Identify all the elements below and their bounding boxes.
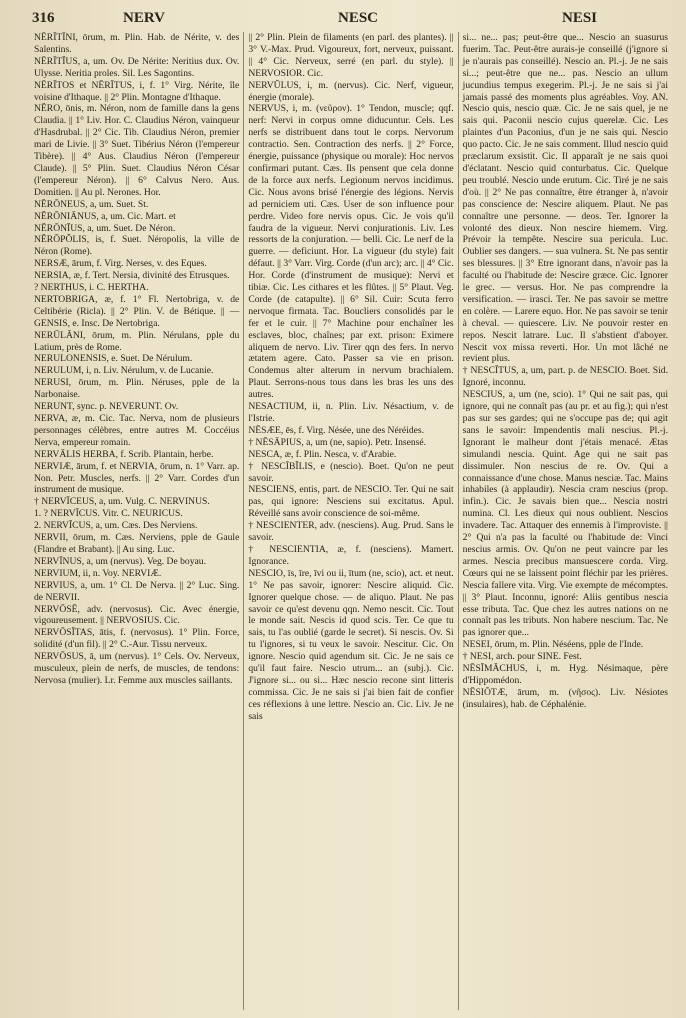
- dictionary-entry: NĔRŌNIĀNUS, a, um. Cic. Mart. et: [34, 210, 176, 222]
- dictionary-entry: NERVIUM, ii, n. Voy. NERVIÆ.: [34, 567, 162, 579]
- dictionary-entry: || 2° Plin. Plein de filaments (en parl. des plantes). || 3° V.-Max. Prud. Vigoureux, fort, nerveux, puissant. || 4° Cic. Nerveux, serré (en parl. du style). || NERVOSIOR. Cic.: [248, 32, 454, 79]
- dictionary-entry: NESEI, ōrum, m. Plin. Néséens, pple de l'Inde.: [462, 639, 644, 651]
- dictionary-entry: NERULUM, i, n. Liv. Nérulum, v. de Lucanie.: [34, 365, 214, 377]
- dictionary-entry: NĒSĬMĂCHUS, i, m. Hyg. Nésimaque, père d'Hippomédon.: [462, 663, 668, 686]
- dictionary-entry: † NESCĪBĬLIS, e (nescio). Boet. Qu'on ne peut savoir.: [248, 460, 454, 484]
- dictionary-entry: NERUNT, sync. p. NEVERUNT. Ov.: [34, 401, 179, 413]
- dictionary-entry: ? NERTHUS, i. C. HERTHA.: [34, 282, 149, 294]
- dictionary-entry: NERVŌSĬTAS, ātis, f. (nervosus). 1° Plin. Force, solidité (d'un fil). || 2° C.-Aur. Tissu nerveux.: [34, 627, 240, 651]
- dictionary-entry: NESCIO, īs, īre, īvi ou ii, ītum (ne, scio), act. et neut. 1° Ne pas savoir, ignorer: Nescire aliquid. Cic. Ignorer quelque chose. — de aliquo. Plaut. Ne pas savoir ce qu'est devenu qqn. Nemo nescit. Cic. Tout le monde sait. Nescis id quod scis. Ter. Ce que tu sais, tu l'as oublié (garde le secret). Si nescis. Ov. Si tu l'ignores, si tu veux le savoir. Nescitur. Cic. On ignore. Nescio quid agendum sit. Cic. Je ne sais ce qu'il faut faire. Nescio utrum... an (subj.). Cic. J'ignore si... ou si... Hæc nescio recone sint litteris commissa. Cic. Je ne sais si j'ai bien fait de confier ces réflexions à une lettre. Nescio an. Cic. Liv. Je ne sais: [248, 567, 454, 722]
- dictionary-entry: NESCIUS, a, um (ne, scio). 1° Qui ne sait pas, qui ignore, qui ne connaît pas (au pr. et au fig.); qui n'est pas sur ses gardes; qui ne s'occupe pas de; qui agit sans le savoir: Impendentis mali nescius. Pl.-j. Ignorant le malheur dont j'étais menacé. Ætas simulandi nescia. Quint. Age qui ne sait pas dissimuler. Non nescius de re. Ov. Qui a connaissance d'une chose. Manus nesciæ. Tac. Mains inhabiles (à applaudir). Nescia cram nescius (prop. infin.). Cic. Je savais bien que... Nescia nostri numina. Cl. Les dieux qui nous oublient. Nescios invadere. Tac. Attaquer des ennemis à l'improviste. || 2° Qui n'a pas la faculté ou l'habitude de: Vinci nescius armis. Ov. Qu'on ne peut vaincre par les armes. Nescia precibus mansuescere corda. Virg. Cœurs qui ne se laissent point fléchir par les prières. Nescia fallere vita. Virg. Vie exempte de mécomptes. || 3° Plaut. Inconnu, ignoré: Aliis gentibus nescia esse tributa. Tac. Que chez les autres nations on ne connaît pas les tributs. Non habere nescium. Tac. Ne pas ignorer que...: [462, 389, 668, 639]
- dictionary-entry: NESCA, æ, f. Plin. Nesca, v. d'Arabie.: [248, 448, 397, 460]
- dictionary-entry: NERVŌSĒ, adv. (nervosus). Cic. Avec énergie, vigoureusement. || NERVOSIUS. Cic.: [34, 603, 240, 627]
- dictionary-entry: NERULONENSIS, e. Suet. De Nérulum.: [34, 353, 193, 365]
- dictionary-entry: NĔRO, ōnis, m. Néron, nom de famille dans la gens Claudia. || 1° Liv. Hor. C. Claudius Néron, vainqueur d'Hasdrubal. || 2° Cic. Tib. Claudius Néron, premier mari de Livie. || 3° Suet. Tibérius Néron (l'empereur Tibère). || 4° Aus. Claudius Néron (l'empereur Claude). || 5° Plin. Suet. Claudius Néron César (l'empereur Néron). || 6° Calvus Nero. Aus. Domitien. || Au pl. Nerones. Hor.: [34, 103, 240, 198]
- dictionary-entry: 2. NERVĬCUS, a, um. Cæs. Des Nerviens.: [34, 520, 198, 532]
- dictionary-entry: NĒRĪTĬUS, a, um. Ov. De Nérite: Neritius dux. Ov. Ulysse. Neritia proles. Sil. Les Sagontins.: [34, 55, 240, 79]
- dictionary-entry: NĒSÆE, ēs, f. Virg. Nésée, une des Néréides.: [248, 424, 425, 436]
- dictionary-entry: † NESI, arch. pour SINE. Fest.: [462, 651, 582, 663]
- column-left: [30, 32, 243, 1010]
- dictionary-entry: NĔRŌNĬUS, a, um. Suet. De Néron.: [34, 222, 176, 234]
- dictionary-entry: NERUSI, ōrum, m. Plin. Néruses, pple de la Narbonaise.: [34, 377, 240, 401]
- dictionary-entry: NERVĪNUS, a, um (nervus). Veg. De boyau.: [34, 555, 206, 567]
- dictionary-entry: NERVUS, i, m. (νεῦρον). 1° Tendon, muscle; qqf. nerf: Nervi in corpus omne diducuntur. Cels. Les nerfs se distribuent dans tout le corps. Nervorum contractio. Sen. Contraction des nerfs. || 2° Force, énergie, puissance (physique ou morale): Hoc nervos confirmari putant. Cæs. Ils pensent que cela donne de la force aux nerfs. Legionum nervos incidimus. Cic. Nous avons brisé l'énergie des légions. Nervis ad perniciem uti. Cæs. User de son influence pour perdre. Video fore nervis opus. Cic. Je vois qu'il faudra de la vigueur. Nervi conjurationis. Liv. Les ressorts de la conjuration. — belli. Cic. Le nerf de la guerre. — deficiunt. Hor. La vigueur (du style) fait défaut. || 3° Varr. Virg. Corde (d'un arc); arc. || 4° Cic. Hor. Corde (d'instrument de musique): Nervi et tibiæ. Cic. Les cithares et les flûtes. || 5° Plaut. Veg. Corde (de catapulte). || 6° Sil. Cuir: Scuta ferro nervoque firmata. Tac. Boucliers consolidés par le fer et le cuir. || 7° Machine pour enchaîner les esclaves, bloc, chaînes; par ext. prison: Eximere aliquem de nervo. Liv. Tirer qqn des fers. In nervo ætatem agere. Cato. Passer sa vie en prison. Condemus alter alterum in nervum brachialem. Plaut. Serrons-nous tous dans les bras les uns des autres.: [248, 103, 454, 401]
- dictionary-entry: NESACTIUM, ii, n. Plin. Liv. Nésactium, v. de l'Istrie.: [248, 401, 454, 424]
- dictionary-entry: NĔRŌNEUS, a, um. Suet. St.: [34, 198, 149, 210]
- dictionary-entry: NERVIÆ, ārum, f. et NERVIA, ōrum, n. 1° Varr. ap. Non. Petr. Muscles, nerfs. || 2° Varr. Cordes d'un instrument de musique.: [34, 460, 240, 496]
- dictionary-entry: † NESCĪTUS, a, um, part. p. de NESCIO. Boet. Sid. Ignoré, inconnu.: [462, 365, 668, 389]
- dictionary-entry: NERVIUS, a, um. 1° Cl. De Nerva. || 2° Luc. Sing. de NERVII.: [34, 579, 240, 603]
- dictionary-entry: † NERVĪCEUS, a, um. Vulg. C. NERVINUS.: [34, 496, 210, 508]
- dictionary-entry: NERŪLĀNI, ōrum, m. Plin. Nérulans, pple du Latium, près de Rome.: [34, 329, 240, 353]
- dictionary-entry: NERVŬLUS, i, m. (nervus). Cic. Nerf, vigueur, énergie (morale).: [248, 79, 454, 103]
- dictionary-entry: NERSÆ, ārum, f. Virg. Nerses, v. des Eques.: [34, 258, 207, 270]
- guide-word-center: NESC: [338, 10, 379, 26]
- dictionary-entry: NERVII, ōrum, m. Cæs. Nerviens, pple de Gaule (Flandre et Brabant). || Au sing. Luc.: [34, 532, 240, 555]
- running-header: [30, 10, 672, 32]
- column-right: [458, 32, 672, 1010]
- dictionary-entry: NESCIENS, entis, part. de NESCIO. Ter. Qui ne sait pas, qui ignore: Nesciens sui excitatus. Apul. Réveillé sans avoir conscience de soi-même.: [248, 484, 454, 520]
- entry-columns: [30, 32, 672, 1010]
- dictionary-entry: † NĒSĀPIUS, a, um (ne, sapio). Petr. Insensé.: [248, 436, 427, 448]
- dictionary-entry: NĒRĪTOS et NĒRĪTUS, i, f. 1° Virg. Nérite, île voisine d'Ithaque. || 2° Plin. Montagne d'Ithaque.: [34, 79, 240, 103]
- column-middle: [243, 32, 457, 1010]
- dictionary-entry: † NESCIENTIA, æ, f. (nesciens). Mamert. Ignorance.: [248, 543, 454, 567]
- dictionary-entry: NĔRŌPŎLIS, is, f. Suet. Néropolis, la ville de Néron (Rome).: [34, 234, 240, 258]
- dictionary-entry: NERSIA, æ, f. Tert. Nersia, divinité des Etrusques.: [34, 270, 230, 282]
- dictionary-entry: NERTOBRIGA, æ, f. 1° Fl. Nertobriga, v. de Celtibérie (Ricla). || 2° Plin. V. de Bétique. || — GENSIS, e. Insc. De Nertobriga.: [34, 293, 240, 329]
- dictionary-entry: NERVŌSUS, ā, um (nervus). 1° Cels. Ov. Nerveux, musculeux, plein de nerfs, de muscles, de tendons: Nervosa (mulier). Lr. Femme aux muscles saillants.: [34, 651, 240, 686]
- dictionary-entry: NĒRĪTĪNI, ōrum, m. Plin. Hab. de Nérite, v. des Salentins.: [34, 32, 240, 55]
- dictionary-entry: si... ne... pas; peut-être que... Nescio an suasurus fuerim. Tac. Peut-être aurais-je conseillé (j'ignore si je n'aurais pas conseillé). Nescio an. Pl.-j. Je ne sais si...; peut-être que ne... pas. Nescio an ullum jucundius tempus exegerim. Pl.-j. Je ne sais si j'ai jamais passé des moments plus agréables. Voy. AN. Nescio quis, nescio quæ. Cic. Je ne sais quel, je ne sais qui. Paconii nescio cujus querelæ. Cic. Les plaintes d'un Paconius, d'un je ne sais qui. Nescio quo pacto. Cic. Je ne sais comment. Illud nescio quid præclarum exsistit. Cic. Il apparaît je ne sais quoi d'éclatant. Nescio quid conturbatus. Cic. Quelque peu troublé. Nescio unde erutum. Cic. Tiré je ne sais d'où. || 2° Ne pas connaître, être étranger à, n'avoir pas conscience de: Nescire aliquem. Plaut. Ne pas connaître une personne. — deos. Ter. Ignorer la volonté des dieux. Non nescire hiemem. Virg. Prévoir la tempête. Nescire sua pericula. Luc. Oublier ses dangers. — sua vulnera. St. Ne pas sentir ses blessures. || 3° Etre ignorant dans, n'avoir pas la faculté ou l'habitude de: Nescire græce. Cic. Ignorer le grec. — versus. Hor. Ne pas comprendre la versification. — irasci. Ter. Ne pas savoir se mettre en colère. — Larere equo. Hor. Ne pas savoir se tenir à cheval. — quiescere. Liv. Ne pouvoir rester en repos. Nescit latrare. Luc. Il s'abstient d'aboyer. Nescit vox missa reverti. Hor. Un mot lâché ne revient plus.: [462, 32, 668, 365]
- dictionary-entry: NĒSIŌTÆ, ārum, m. (νῆσος). Liv. Nésiotes (insulaires), hab. de Céphalénie.: [462, 686, 668, 710]
- dictionary-entry: NERVĀLIS HERBA, f. Scrib. Plantain, herbe.: [34, 448, 214, 460]
- guide-word-left: NERV: [123, 10, 165, 26]
- dictionary-entry: 1. ? NERVĪCUS. Vitr. C. NEURICUS.: [34, 508, 183, 520]
- dictionary-entry: † NESCIENTER, adv. (nesciens). Aug. Prud. Sans le savoir.: [248, 520, 454, 544]
- dictionary-entry: NERVA, æ, m. Cic. Tac. Nerva, nom de plusieurs personnages célèbres, entre autres M. Coccéius Nerva, empereur romain.: [34, 413, 240, 448]
- guide-word-right: NESI: [562, 10, 598, 26]
- page-number: 316: [32, 10, 55, 26]
